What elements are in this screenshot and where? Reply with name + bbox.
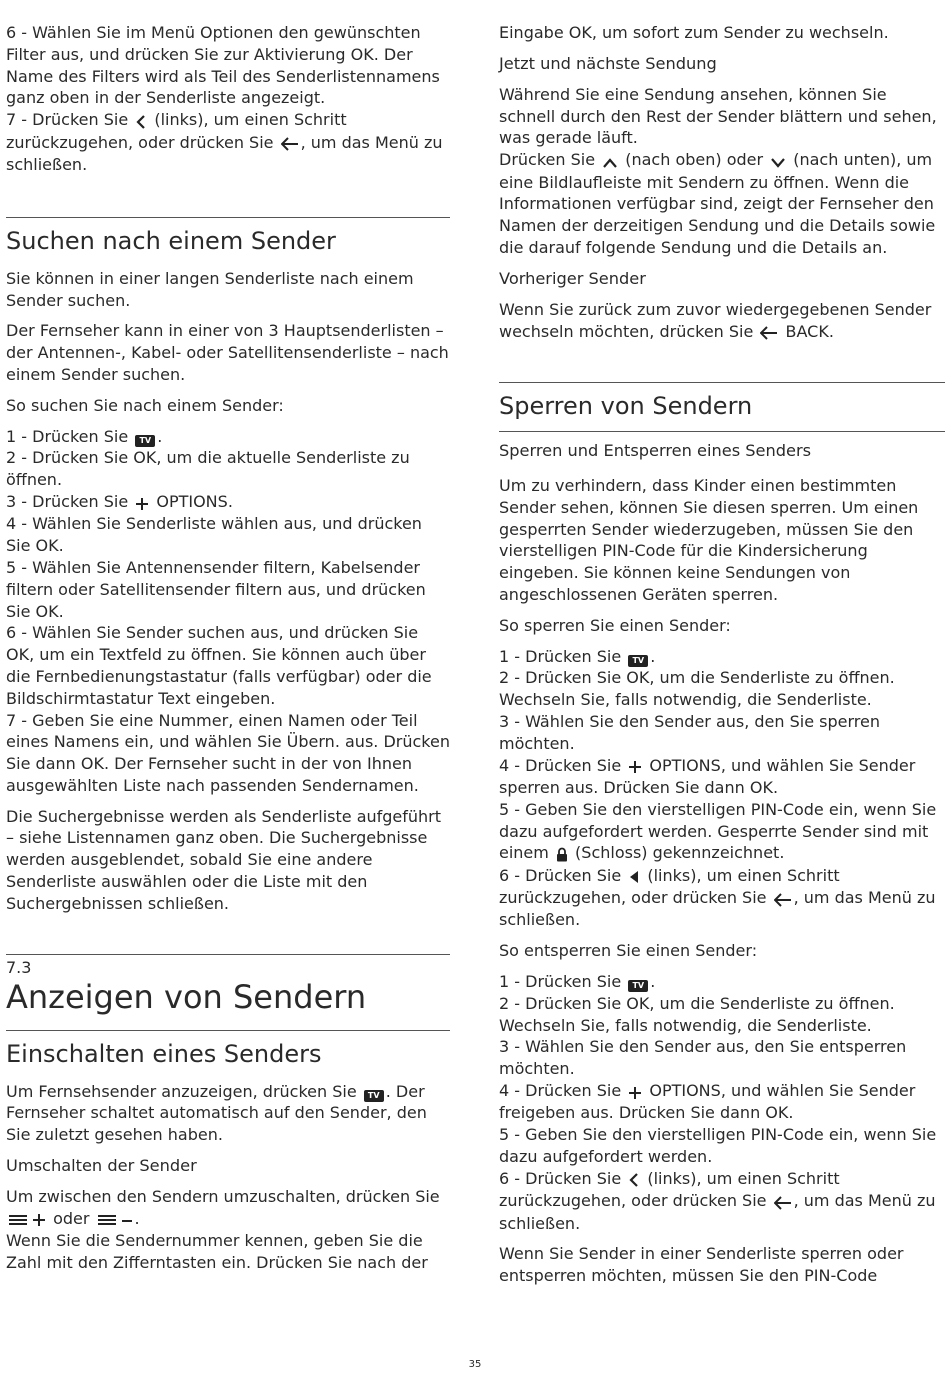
sub-heading: Jetzt und nächste Sendung — [499, 53, 717, 73]
plus-icon — [628, 755, 642, 777]
page-number: 35 — [468, 1359, 482, 1370]
sub-heading: Umschalten der Sender — [6, 1156, 197, 1176]
chevron-left-icon — [135, 110, 147, 132]
step-list: 1 - Drücken Sie TV . 2 - Drücken Sie OK, um die Senderliste zu öffnen. Wechseln Sie, falls notwendig, die Senderliste. 3 - Wählen Sie den Sender aus, den Sie entsperren möchten. 4 - Drücken Sie OPTIONS, und wählen Sie Sender freigeben aus. Drücken Sie dann OK. 5 - Geben Sie den vierstelligen PIN-Code ein, wenn Sie dazu aufgefordert werden. 6 - Drücken Sie (links), um einen Schritt zurückzugehen, oder drücken Sie , um das Menü zu schließen. — [499, 972, 937, 1233]
back-arrow-icon — [760, 321, 778, 343]
chevron-left-icon — [628, 1168, 640, 1190]
plus-icon — [135, 492, 149, 514]
paragraph: 6 - Wählen Sie im Menü Optionen den gewünschten Filter aus, und drücken Sie zur Aktivierung OK. Der Name des Filters wird als Teil des Senderlistennamens ganz oben in der Senderliste angezeigt. 7 - Drücken Sie (links), um einen Schritt zurückzugehen, oder drücken Sie , um das Menü zu schließen. — [6, 23, 443, 174]
paragraph: Eingabe OK, um sofort zum Sender zu wechseln. — [499, 23, 889, 42]
section-heading: Suchen nach einem Sender — [6, 226, 336, 255]
paragraph: Um zu verhindern, dass Kinder einen bestimmten Sender sehen, können Sie diesen sperren. Um einen gesperrten Sender wiederzugeben, müssen Sie den vierstelligen PIN-Code für die Kindersicherung eingeben. Sie können keine Sendungen von angeschlossenen Geräten sperren. — [499, 475, 919, 604]
left-column — [6, 0, 450, 1283]
paragraph: So sperren Sie einen Sender: — [499, 615, 731, 635]
tv-key-icon: TV — [364, 1090, 384, 1102]
paragraph: Sie können in einer langen Senderliste nach einem Sender suchen. — [6, 268, 414, 310]
tv-key-icon: TV — [135, 435, 155, 447]
paragraph: Die Suchergebnisse werden als Senderliste aufgeführt – siehe Listennamen ganz oben. Die Suchergebnisse werden ausgeblendet, sobald Sie eine andere Senderliste auswählen oder die Liste mit den Suchergebnissen schließen. — [6, 806, 442, 913]
sub-heading: Sperren und Entsperren eines Senders — [499, 440, 812, 460]
back-arrow-icon — [774, 1191, 792, 1213]
section-number: 7.3 — [6, 957, 32, 977]
sub-heading: Vorheriger Sender — [499, 268, 646, 288]
chevron-up-icon — [602, 150, 618, 172]
paragraph: Während Sie eine Sendung ansehen, können Sie schnell durch den Rest der Sender blättern und sehen, was gerade läuft. Drücken Sie (nach oben) oder (nach unten), um eine Bildlaufleiste mit Sendern zu öffnen. Wenn die Informationen verfügbar sind, zeigt der Fernseher den Namen der derzeitigen Sendung und die Details sowie die darauf folgende Sendung und die Details an. — [499, 84, 937, 257]
section-heading: Sperren von Sendern — [499, 391, 753, 420]
paragraph: Um Fernsehsender anzuzeigen, drücken Sie TV . Der Fernseher schaltet automatisch auf den Sender, den Sie zuletzt gesehen haben. — [6, 1081, 427, 1145]
section-heading: Einschalten eines Senders — [6, 1039, 322, 1068]
channel-list-icon — [97, 1208, 117, 1230]
plus-icon — [628, 1081, 642, 1103]
minus-icon — [121, 1208, 133, 1230]
back-arrow-icon — [281, 132, 299, 154]
paragraph: So entsperren Sie einen Sender: — [499, 941, 758, 961]
step-list: 1 - Drücken Sie TV . 2 - Drücken Sie OK, um die aktuelle Senderliste zu öffnen. 3 - Drücken Sie OPTIONS. 4 - Wählen Sie Senderliste wählen aus, und drücken Sie OK. 5 - Wählen Sie Antennensender filtern, Kabelsender filtern oder Satellitensender filtern aus, und drücken Sie OK. 6 - Wählen Sie Sender suchen aus, und drücken Sie OK, um ein Textfeld zu öffnen. Sie können auch über die Fernbedienungstastatur (falls verfügbar) oder die Bildschirmtastatur Text eingeben. 7 - Geben Sie eine Nummer, einen Namen oder Teil eines Namens ein, und wählen Sie Übern. aus. Drücken Sie dann OK. Der Fernseher sucht in der von Ihnen ausgewählten Liste nach passenden Sendernamen. — [6, 426, 450, 795]
triangle-left-icon — [628, 865, 640, 887]
paragraph: Wenn Sie Sender in einer Senderliste sperren oder entsperren möchten, müssen Sie den PIN-Code — [499, 1244, 904, 1286]
back-arrow-icon — [774, 888, 792, 910]
paragraph: So suchen Sie nach einem Sender: — [6, 395, 284, 415]
channel-list-icon — [8, 1208, 28, 1230]
plus-icon — [32, 1208, 46, 1230]
chevron-down-icon — [770, 150, 786, 172]
paragraph: Wenn Sie zurück zum zuvor wiedergegebenen Sender wechseln möchten, drücken Sie BACK. — [499, 299, 945, 343]
paragraph: Der Fernseher kann in einer von 3 Hauptsenderlisten – der Antennen-, Kabel- oder Satellitensenderliste – nach einem Sender suchen. — [6, 321, 449, 384]
ok-key: OK — [350, 44, 374, 64]
divider — [6, 954, 450, 955]
tv-key-icon: TV — [628, 980, 648, 992]
menu-term: Optionen — [200, 23, 274, 42]
chapter-title: Anzeigen von Sendern — [6, 977, 367, 1016]
step-list: 1 - Drücken Sie TV . 2 - Drücken Sie OK, um die Senderliste zu öffnen. Wechseln Sie, falls notwendig, die Senderliste. 3 - Wählen Sie den Sender aus, den Sie sperren möchten. 4 - Drücken Sie OPTIONS, und wählen Sie Sender sperren aus. Drücken Sie dann OK. 5 - Geben Sie den vierstelligen PIN-Code ein, wenn Sie dazu aufgefordert werden. Gesperrte Sender sind mit einem (Schloss) gekennzeichnet. 6 - Drücken Sie (links), um einen Schritt zurückzugehen, oder drücken Sie , um das Menü zu schließen. — [499, 646, 937, 930]
paragraph: Um zwischen den Sendern umzuschalten, drücken Sie oder . Wenn Sie die Sendernummer kennen, geben Sie die Zahl mit den Zifferntasten ein. Drücken Sie nach der — [6, 1187, 440, 1273]
lock-icon — [556, 843, 568, 865]
tv-key-icon: TV — [628, 655, 648, 667]
right-column — [499, 0, 945, 1296]
